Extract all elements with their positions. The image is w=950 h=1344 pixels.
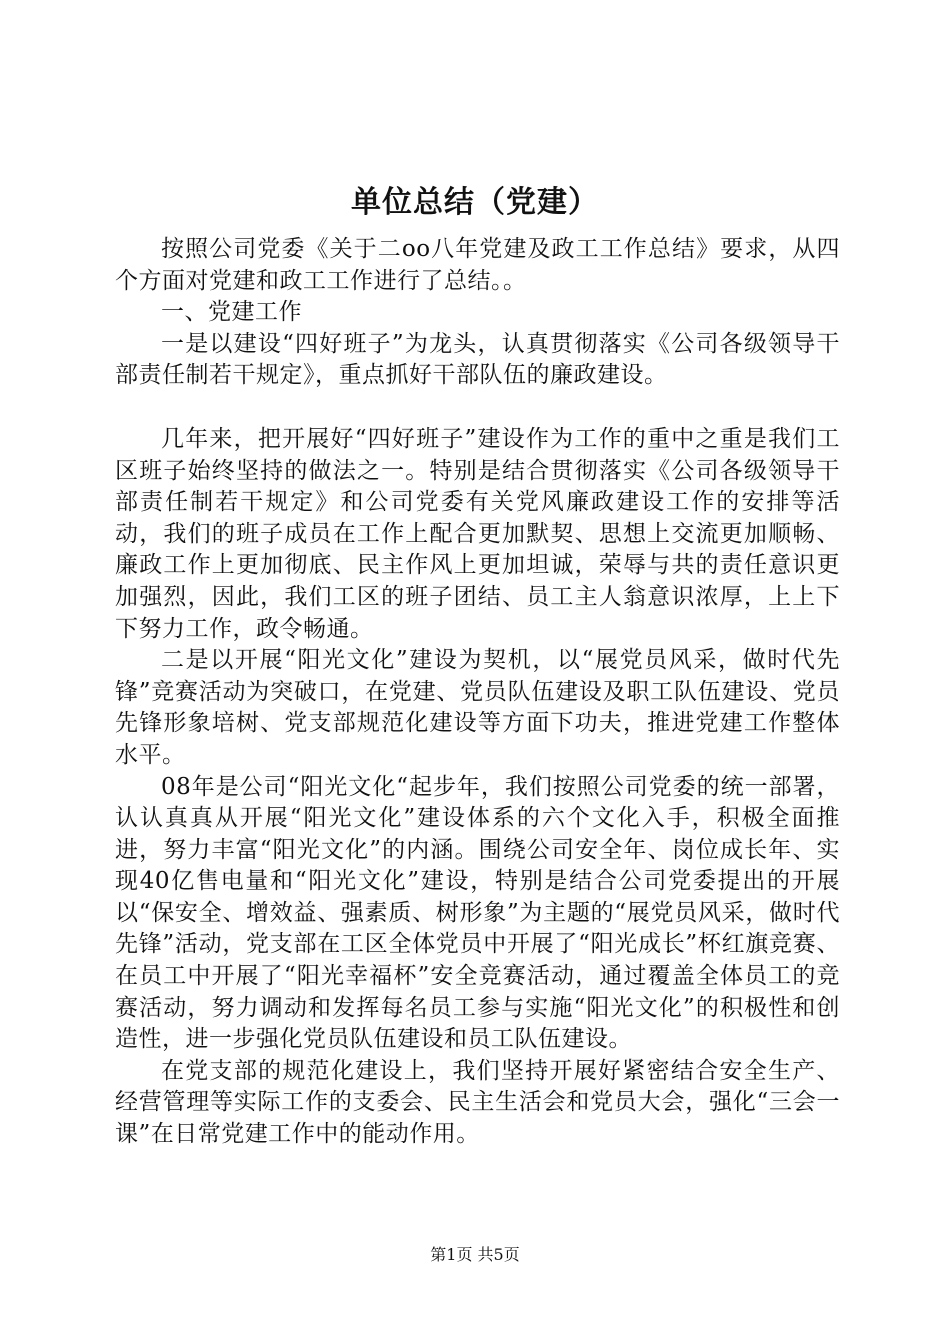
body-paragraph: 二是以开展“阳光文化”建设为契机，以“展党员风采，做时代先锋”竞赛活动为突破口，在党建、党员队伍建设及职工队伍建设、党员先锋形象培树、党支部规范化建设等方面下功夫，推进党建工作整体水平。 [115,647,840,768]
document-title: 单位总结（党建） [351,185,599,220]
body-paragraph: 一是以建设“四好班子”为龙头，认真贯彻落实《公司各级领导干部责任制若干规定》，重点抓好干部队伍的廉政建设。 [115,330,840,389]
intro-paragraph: 按照公司党委《关于二oo八年党建及政工工作总结》要求，从四个方面对党建和政工工作进行了总结。。 [115,236,840,294]
body-paragraph: 在党支部的规范化建设上，我们坚持开展好紧密结合安全生产、经营管理等实际工作的支委会、民主生活会和党员大会，强化“三会一课”在日常党建工作中的能动作用。 [115,1057,840,1148]
body-paragraph: 几年来，把开展好“四好班子”建设作为工作的重中之重是我们工区班子始终坚持的做法之一。特别是结合贯彻落实《公司各级领导干部责任制若干规定》和公司党委有关党风廉政建设工作的安排等活动，我们的班子成员在工作上配合更加默契、思想上交流更加顺畅、廉政工作上更加彻底、民主作风上更加坦诚，荣辱与共的责任意识更加强烈，因此，我们工区的班子团结、员工主人翁意识浓厚，上上下下努力工作，政令畅通。 [115,425,840,642]
body-paragraph: 08年是公司“阳光文化“起步年，我们按照公司党委的统一部署，认认真真从开展“阳光文化”建设体系的六个文化入手，积极全面推进，努力丰富“阳光文化”的内涵。围绕公司安全年、岗位成长年、实现40亿售电量和“阳光文化”建设，特别是结合公司党委提出的开展以“保安全、增效益、强素质、树形象”为主题的“展党员风采，做时代先锋”活动，党支部在工区全体党员中开展了“阳光成长”杯红旗竞赛、在员工中开展了“阳光幸福杯”安全竞赛活动，通过覆盖全体员工的竞赛活动，努力调动和发挥每名员工参与实施“阳光文化”的积极性和创造性，进一步强化党员队伍建设和员工队伍建设。 [115,773,840,1053]
document-body [115,234,840,1151]
section-heading: 一、党建工作 [161,299,302,326]
page-footer: 第1页 共5页 [430,1245,520,1264]
